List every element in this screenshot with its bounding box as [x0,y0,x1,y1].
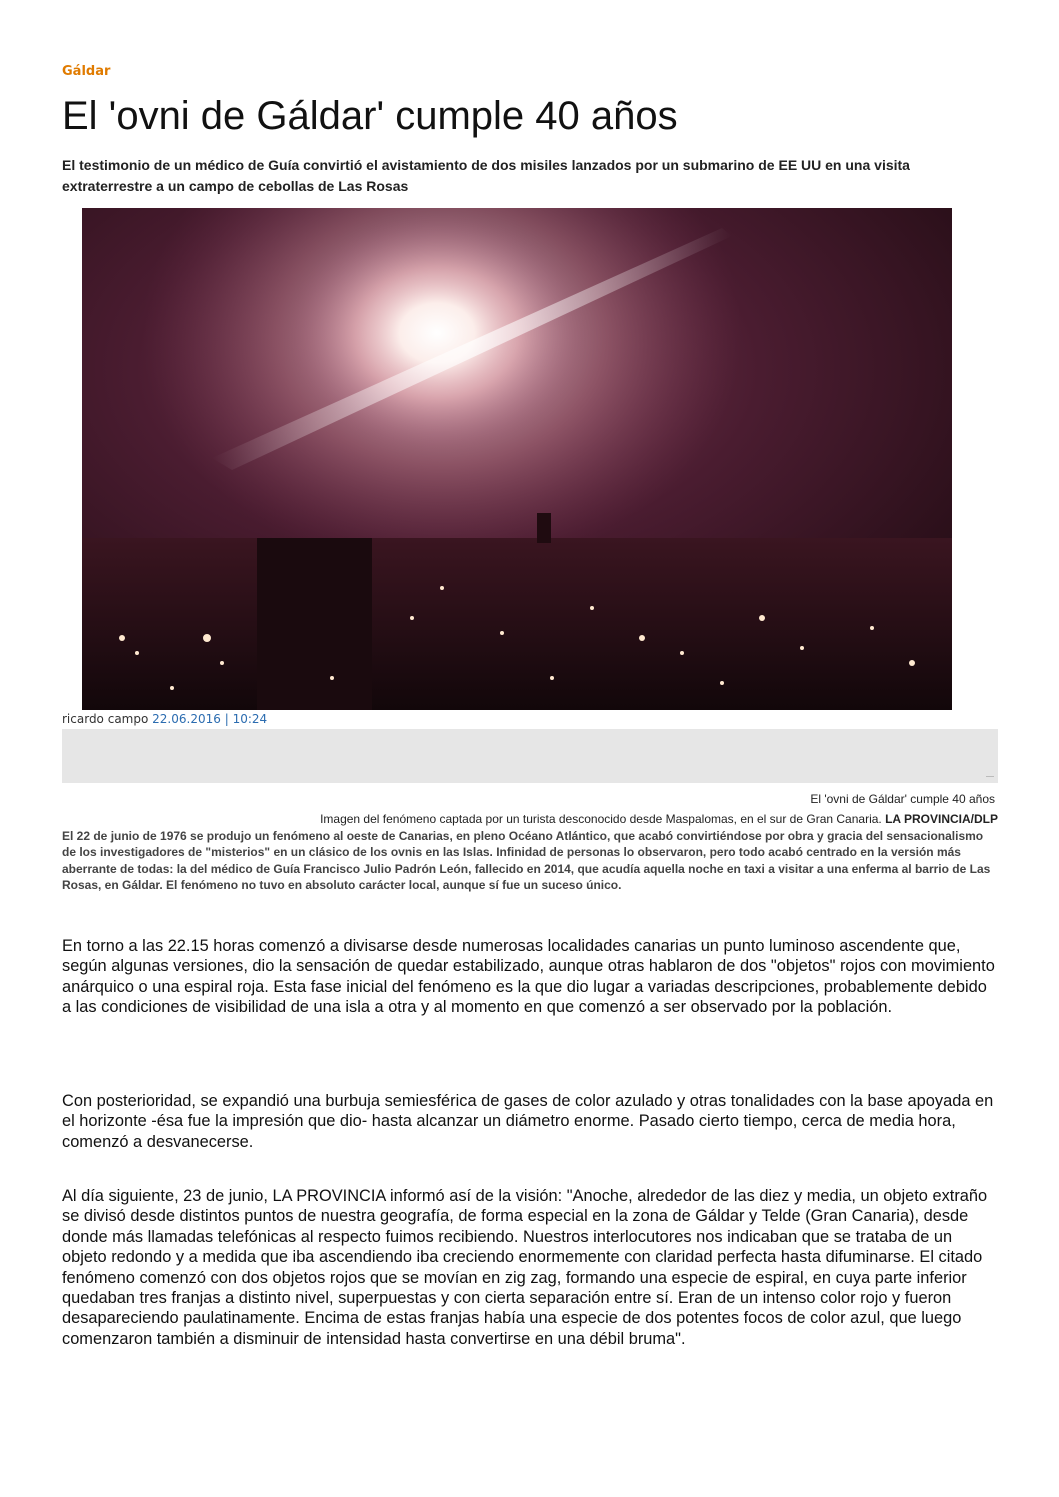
night-sky-glow-photo [82,208,952,710]
author-name: ricardo campo [62,712,149,726]
body-paragraph: Al día siguiente, 23 de junio, LA PROVINCIA informó así de la visión: "Anoche, alrededor de las diez y media, un objeto extraño se divisó desde distintos puntos de nuestra geografía, de forma especial en la zona de Gáldar y Telde (Gran Canaria), desde donde más llamadas telefónicas al respecto fuimos recibiendo. Nuestros interlocutores nos indicaban que se trataba de un objeto redondo y a medida que iba ascendiendo iba creciendo enormemente con claridad perfecta hasta difuminarse. El citado fenómeno comenzó con dos objetos rojos que se movían en zig zag, formando una especie de espiral, en cuya parte inferior quedaban tres franjas a distinto nivel, superpuestas y con cierta separación entre sí. Eran de un intenso color rojo y fueron desapareciendo paulatinamente. Encima de estas franjas había una especie de dos potentes focos de color azul, que luego comenzaron también a disminuir de intensidad hasta convertirse en una débil bruma". [62,1187,988,1348]
article-photo[interactable] [82,208,952,710]
body-paragraph: Con posterioridad, se expandió una burbuja semiesférica de gases de color azulado y otras tonalidades con la base apoyada en el horizonte -ésa fue la impresión que dio- hasta alcanzar un diámetro enorme. Pasado cierto tiempo, cerca de media hora, comenzó a desvanecerse. [62,1092,994,1151]
date-separator: | [224,712,229,726]
publish-time[interactable]: 10:24 [232,712,268,726]
caption-block [62,811,998,894]
image-caption: Imagen del fenómeno captada por un turista desconocido desde Maspalomas, en el sur de Gran Canaria. [320,812,882,826]
publish-date[interactable]: 22.06.2016 [152,712,221,726]
article-title: El 'ovni de Gáldar' cumple 40 años [62,94,678,138]
image-title: El 'ovni de Gáldar' cumple 40 años [810,792,995,806]
image-credit: LA PROVINCIA/DLP [885,812,998,826]
section-label[interactable]: Gáldar [62,64,111,79]
article-lead: El 22 de junio de 1976 se produjo un fenómeno al oeste de Canarias, en pleno Océano Atlántico, que acabó convirtiéndose por obra y gracia del sensacionalismo de los investigadores de "misterios" en un clásico de los ovnis en las Islas. Infinidad de personas lo observaron, pero todo acabó centrado en la versión más aberrante de todas: la del médico de Guía Francisco Julio Padrón León, fallecido en 2014, que acudía aquella noche en taxi a visitar a una enferma al barrio de Las Rosas, en Gáldar. El fenómeno no tuvo en absoluto carácter local, aunque sí fue un suceso único. [62,828,991,892]
article-subtitle: El testimonio de un médico de Guía convirtió el avistamiento de dos misiles lanzados por un submarino de EE UU en una visita extraterrestre a un campo de cebollas de Las Rosas [62,157,910,194]
band-marker [986,776,994,777]
image-caption-line [62,811,998,828]
byline [62,712,267,726]
media-placeholder-band [62,729,998,783]
body-paragraph: En torno a las 22.15 horas comenzó a divisarse desde numerosas localidades canarias un punto luminoso ascendente que, según algunas versiones, dio la sensación de quedar estabilizado, aunque otras hablaron de dos "objetos" rojos con movimiento anárquico o una espiral roja. Esta fase inicial del fenómeno es la que dio lugar a variadas descripciones, probablemente debido a las condiciones de visibilidad de una isla a otra y al momento en que comenzó a ser observado por la población. [62,937,995,1017]
